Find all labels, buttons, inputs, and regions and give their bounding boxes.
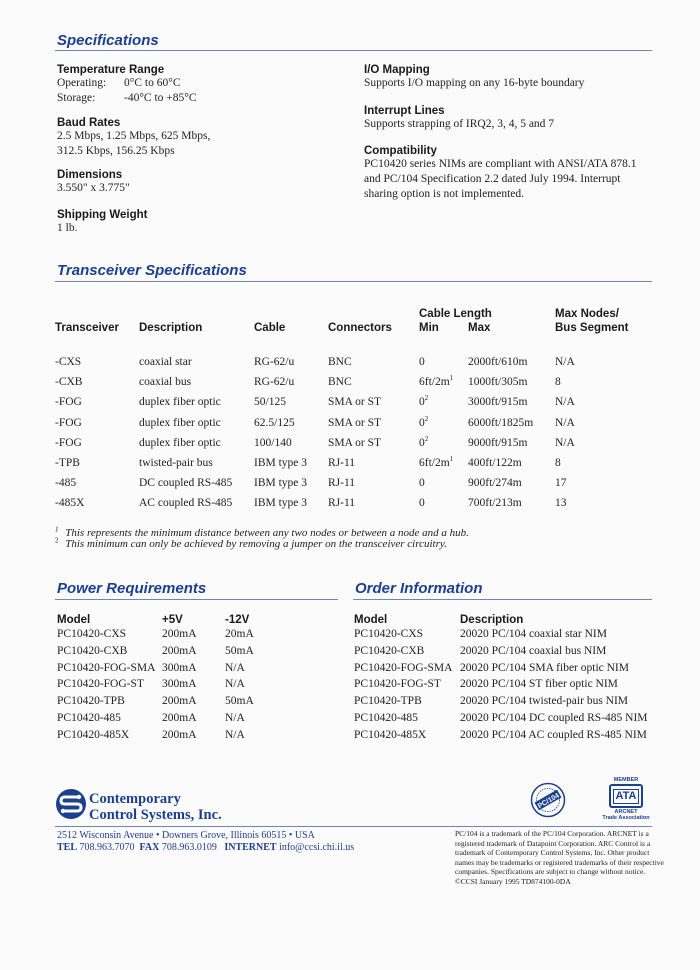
power-12v: N/A bbox=[225, 728, 245, 741]
cell-cable: IBM type 3 bbox=[254, 477, 308, 490]
power-header-12v: -12V bbox=[225, 614, 250, 626]
order-model: PC10420-FOG-ST bbox=[354, 678, 441, 691]
order-model: PC10420-FOG-SMA bbox=[354, 661, 453, 674]
col-header-max-nodes: Max Nodes/ bbox=[555, 308, 619, 320]
cell-min bbox=[419, 376, 453, 388]
ccsi-logo-icon bbox=[55, 788, 87, 820]
temperature-heading: Temperature Range bbox=[57, 64, 165, 76]
cell-connectors: BNC bbox=[328, 376, 352, 389]
io-value: Supports I/O mapping on any 16-byte boundary bbox=[364, 77, 585, 89]
cell-transceiver: -TPB bbox=[55, 457, 80, 469]
footnote-text: This minimum can only be achieved by removing a jumper on the transceiver circuitry. bbox=[65, 538, 447, 550]
power-model: PC10420-CXS bbox=[57, 628, 127, 640]
col-header-cable-length: Cable Length bbox=[419, 308, 492, 320]
ata-box bbox=[609, 784, 643, 808]
col-header-bus-segment: Bus Segment bbox=[555, 322, 629, 334]
cell-max-nodes: N/A bbox=[555, 436, 575, 449]
order-description: 20020 PC/104 coaxial bus NIM bbox=[460, 644, 607, 657]
dimensions bbox=[57, 169, 337, 196]
contact-line bbox=[57, 842, 354, 853]
pc104-seal-icon bbox=[530, 782, 566, 818]
cell-max-nodes: N/A bbox=[555, 396, 575, 409]
baud-heading: Baud Rates bbox=[57, 117, 121, 129]
order-description: 20020 PC/104 SMA fiber optic NIM bbox=[460, 661, 629, 674]
temperature-storage bbox=[57, 91, 337, 106]
power-title: Power Requirements bbox=[57, 580, 207, 597]
cell-max: 3000ft/915m bbox=[468, 396, 528, 409]
order-rule bbox=[353, 599, 652, 600]
footnote-ref: 2 bbox=[424, 394, 429, 403]
dimensions-value: 3.550" x 3.775" bbox=[57, 182, 130, 194]
interrupt-lines bbox=[364, 105, 664, 132]
cell-max-nodes: 8 bbox=[555, 457, 561, 469]
cell-max-nodes: N/A bbox=[555, 416, 575, 429]
order-description: 20020 PC/104 ST fiber optic NIM bbox=[460, 678, 618, 691]
power-header-5v: +5V bbox=[162, 614, 183, 626]
cell-description: DC coupled RS-485 bbox=[139, 477, 233, 490]
footnote-ref: 1 bbox=[449, 374, 454, 383]
cell-cable: IBM type 3 bbox=[254, 457, 308, 469]
cell-transceiver: -485 bbox=[55, 477, 77, 490]
pc104-seal bbox=[530, 782, 566, 818]
compat-heading: Compatibility bbox=[364, 145, 437, 157]
cell-description: duplex fiber optic bbox=[139, 396, 221, 409]
cell-min bbox=[419, 356, 425, 368]
pc104-seal-text: PC/104 bbox=[536, 792, 561, 811]
ata-logo-text: ATA bbox=[613, 789, 640, 804]
cell-description: duplex fiber optic bbox=[139, 416, 221, 429]
tel-value: 708.963.7070 bbox=[79, 842, 135, 853]
baud-line: 2.5 Mbps, 1.25 Mbps, 625 Mbps, bbox=[57, 130, 211, 142]
temperature-operating bbox=[57, 76, 337, 91]
cell-min bbox=[419, 434, 429, 449]
power-12v: N/A bbox=[225, 678, 245, 691]
col-header-cable: Cable bbox=[254, 322, 286, 334]
cell-connectors: RJ-11 bbox=[328, 497, 356, 510]
ata-trade-label: Trade Association bbox=[602, 815, 650, 821]
power-5v: 200mA bbox=[162, 695, 197, 708]
transceiver-rule bbox=[55, 281, 652, 282]
cell-min-value: 0 bbox=[419, 497, 425, 510]
footnote-mark: 2 bbox=[55, 536, 59, 545]
cell-min-value: 6ft/2m bbox=[419, 457, 450, 469]
baud-line: 312.5 Kbps, 156.25 Kbps bbox=[57, 145, 175, 157]
cell-min bbox=[419, 457, 453, 469]
baud-rates bbox=[57, 117, 337, 159]
cell-cable: IBM type 3 bbox=[254, 497, 308, 510]
cell-min-value: 0 bbox=[419, 436, 425, 449]
specifications-rule bbox=[55, 50, 652, 51]
power-12v: N/A bbox=[225, 712, 245, 724]
col-header-connectors: Connectors bbox=[328, 322, 392, 334]
transceiver-title: Transceiver Specifications bbox=[57, 262, 247, 279]
footnote-ref: 1 bbox=[449, 455, 454, 464]
power-model: PC10420-FOG-SMA bbox=[57, 661, 156, 674]
dimensions-heading: Dimensions bbox=[57, 169, 123, 181]
cell-min-value: 0 bbox=[419, 396, 425, 409]
cell-description: twisted-pair bus bbox=[139, 457, 213, 469]
cell-max-nodes: 13 bbox=[555, 497, 567, 510]
power-model: PC10420-TPB bbox=[57, 695, 125, 708]
power-model: PC10420-485X bbox=[57, 728, 130, 741]
power-12v: 50mA bbox=[225, 644, 254, 657]
tel-label: TEL bbox=[57, 842, 78, 853]
shipping-weight bbox=[57, 209, 337, 236]
cell-max-nodes: 17 bbox=[555, 477, 567, 490]
cell-transceiver: -485X bbox=[55, 497, 85, 510]
footnote-ref: 2 bbox=[424, 434, 429, 443]
cell-transceiver: -FOG bbox=[55, 416, 82, 429]
cell-transceiver: -CXS bbox=[55, 356, 82, 368]
power-rule bbox=[55, 599, 338, 600]
footer-rule bbox=[55, 826, 652, 827]
legal-line: ©CCSI January 1995 TD874100-0DA bbox=[455, 876, 571, 886]
internet-label: INTERNET bbox=[224, 842, 277, 853]
company-logo bbox=[55, 788, 87, 820]
legal-line: companies. Specifications are subject to change without notice. bbox=[455, 867, 646, 876]
cell-min-value: 6ft/2m bbox=[419, 376, 450, 389]
cell-cable: 62.5/125 bbox=[254, 416, 295, 429]
col-header-description: Description bbox=[139, 322, 203, 334]
io-mapping bbox=[364, 64, 664, 91]
compatibility bbox=[364, 145, 674, 202]
compat-line: PC10420 series NIMs are compliant with ANSI/ATA 878.1 bbox=[364, 158, 637, 170]
cell-description: coaxial bus bbox=[139, 376, 192, 389]
cell-connectors: BNC bbox=[328, 356, 352, 368]
company-name-line: Contemporary bbox=[89, 791, 181, 807]
legal-line: registered trademark of Datapoint Corporation. ARC Control is a bbox=[455, 838, 651, 848]
cell-min bbox=[419, 477, 425, 489]
cell-max: 2000ft/610m bbox=[468, 356, 528, 368]
cell-connectors: RJ-11 bbox=[328, 477, 356, 490]
fax-value: 708.963.0109 bbox=[161, 842, 217, 853]
ata-arcnet-label: ARCNET bbox=[614, 809, 638, 815]
io-heading: I/O Mapping bbox=[364, 64, 430, 76]
order-model: PC10420-485X bbox=[354, 728, 427, 741]
temperature-range bbox=[57, 64, 337, 106]
storage-value: -40°C to +85°C bbox=[124, 92, 197, 104]
storage-label: Storage: bbox=[57, 92, 96, 104]
legal-notice bbox=[455, 829, 695, 886]
cell-connectors: SMA or ST bbox=[328, 416, 382, 429]
compat-line: sharing option is not implemented. bbox=[364, 188, 525, 200]
power-12v: 20mA bbox=[225, 628, 254, 640]
cell-connectors: SMA or ST bbox=[328, 436, 382, 449]
company-name-line: Control Systems, Inc. bbox=[89, 807, 222, 823]
cell-max: 900ft/274m bbox=[468, 477, 522, 490]
cell-cable: 50/125 bbox=[254, 396, 286, 409]
legal-line: PC/104 is a trademark of the PC/104 Corporation. ARCNET is a bbox=[455, 829, 649, 838]
order-description: 20020 PC/104 AC coupled RS-485 NIM bbox=[460, 728, 647, 741]
cell-min-value: 0 bbox=[419, 416, 425, 429]
col-header-min: Min bbox=[419, 322, 439, 334]
order-description: 20020 PC/104 twisted-pair bus NIM bbox=[460, 695, 629, 708]
specifications-title: Specifications bbox=[57, 32, 159, 49]
order-model: PC10420-CXS bbox=[354, 628, 424, 640]
power-5v: 300mA bbox=[162, 678, 197, 691]
order-model: PC10420-485 bbox=[354, 712, 418, 724]
power-5v: 300mA bbox=[162, 661, 197, 674]
legal-line: names may be trademarks or registered trademarks of their respective bbox=[455, 857, 664, 867]
power-5v: 200mA bbox=[162, 644, 197, 657]
footnote-mark: 1 bbox=[55, 525, 59, 534]
power-5v: 200mA bbox=[162, 628, 197, 640]
order-description: 20020 PC/104 coaxial star NIM bbox=[460, 628, 607, 640]
weight-value: 1 lb. bbox=[57, 222, 78, 234]
cell-min-value: 0 bbox=[419, 356, 425, 368]
footnote-ref: 2 bbox=[424, 414, 429, 423]
order-header-description: Description bbox=[460, 614, 524, 626]
power-12v: 50mA bbox=[225, 695, 254, 708]
cell-max: 400ft/122m bbox=[468, 457, 522, 469]
compat-line: and PC/104 Specification 2.2 dated July 1994. Interrupt bbox=[364, 173, 621, 185]
order-description: 20020 PC/104 DC coupled RS-485 NIM bbox=[460, 712, 648, 724]
order-model: PC10420-CXB bbox=[354, 644, 425, 657]
operating-value: 0°C to 60°C bbox=[124, 77, 181, 89]
cell-max-nodes: 8 bbox=[555, 376, 561, 389]
cell-connectors: SMA or ST bbox=[328, 396, 382, 409]
cell-connectors: RJ-11 bbox=[328, 457, 356, 469]
cell-transceiver: -FOG bbox=[55, 396, 82, 409]
power-5v: 200mA bbox=[162, 712, 197, 724]
cell-max-nodes: N/A bbox=[555, 356, 575, 368]
footnote bbox=[55, 538, 447, 550]
internet-value: info@ccsi.chi.il.us bbox=[279, 842, 355, 853]
legal-line: trademark of Contemporary Control Systems, Inc. Other product bbox=[455, 848, 650, 857]
power-model: PC10420-FOG-ST bbox=[57, 678, 144, 691]
cell-transceiver: -FOG bbox=[55, 436, 82, 449]
power-5v: 200mA bbox=[162, 728, 197, 741]
cell-description: AC coupled RS-485 bbox=[139, 497, 233, 510]
footnote-text: This represents the minimum distance between any two nodes or between a node and a hub. bbox=[65, 527, 469, 539]
order-model: PC10420-TPB bbox=[354, 695, 422, 708]
cell-max: 6000ft/1825m bbox=[468, 416, 534, 429]
cell-min bbox=[419, 497, 425, 509]
cell-max: 700ft/213m bbox=[468, 497, 522, 510]
cell-max: 9000ft/915m bbox=[468, 436, 528, 449]
company-name bbox=[89, 791, 222, 823]
cell-cable: RG-62/u bbox=[254, 376, 295, 389]
power-model: PC10420-485 bbox=[57, 712, 121, 724]
ata-member-label: MEMBER bbox=[613, 777, 639, 783]
col-header-max: Max bbox=[468, 322, 491, 334]
interrupt-heading: Interrupt Lines bbox=[364, 105, 445, 117]
order-header-model: Model bbox=[354, 614, 388, 626]
order-title: Order Information bbox=[355, 580, 483, 597]
weight-heading: Shipping Weight bbox=[57, 209, 148, 221]
power-model: PC10420-CXB bbox=[57, 644, 128, 657]
cell-description: coaxial star bbox=[139, 356, 192, 368]
cell-description: duplex fiber optic bbox=[139, 436, 221, 449]
power-12v: N/A bbox=[225, 661, 245, 674]
cell-max: 1000ft/305m bbox=[468, 376, 528, 389]
col-header-transceiver: Transceiver bbox=[55, 322, 119, 334]
interrupt-value: Supports strapping of IRQ2, 3, 4, 5 and 7 bbox=[364, 118, 555, 130]
cell-min bbox=[419, 396, 428, 408]
cell-min bbox=[419, 414, 429, 429]
fax-label: FAX bbox=[139, 842, 160, 853]
operating-label: Operating: bbox=[57, 77, 107, 89]
address: 2512 Wisconsin Avenue • Downers Grove, Illinois 60515 • USA bbox=[57, 830, 315, 841]
cell-cable: 100/140 bbox=[254, 436, 292, 449]
cell-cable: RG-62/u bbox=[254, 356, 295, 368]
power-header-model: Model bbox=[57, 614, 91, 626]
cell-transceiver: -CXB bbox=[55, 376, 83, 389]
cell-min-value: 0 bbox=[419, 477, 425, 490]
ata-member-logo bbox=[592, 777, 660, 821]
